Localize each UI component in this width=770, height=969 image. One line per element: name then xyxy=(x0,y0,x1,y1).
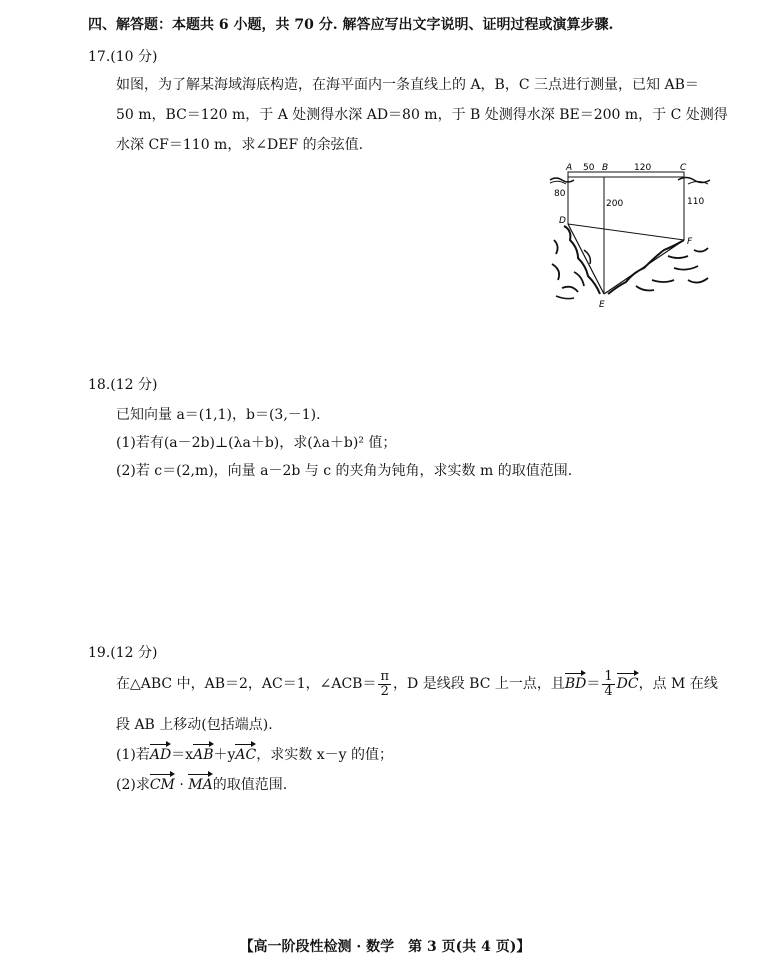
label-D: D xyxy=(559,216,566,226)
question-18-number: 18.(12 分) xyxy=(88,377,158,393)
label-cf: 110 xyxy=(687,197,705,207)
fraction-pi-over-2 xyxy=(378,670,391,698)
q19-p1-pre: (1)若 xyxy=(116,747,150,763)
vector-CM: CM xyxy=(150,774,175,793)
frac-denominator: 4 xyxy=(604,683,613,699)
vector-DC: DC xyxy=(617,673,639,692)
vector-AC: AC xyxy=(235,744,256,763)
vector-MA: MA xyxy=(188,774,212,793)
question-18-line-1: 已知向量 a＝(1,1)，b＝(3,－1). xyxy=(116,407,321,423)
q19-p2-pre: (2)求 xyxy=(116,777,150,793)
label-ad: 80 xyxy=(554,189,566,199)
q19-p2-dot: · xyxy=(174,777,189,793)
label-E: E xyxy=(599,300,605,310)
q19-p2-post: 的取值范围. xyxy=(212,777,288,793)
label-be: 200 xyxy=(606,199,624,209)
label-B: B xyxy=(602,163,609,173)
section-header: 四、解答题：本题共 6 小题，共 70 分. 解答应写出文字说明、证明过程或演算步骤. xyxy=(88,17,614,33)
question-17-line-1: 如图，为了解某海域海底构造，在海平面内一条直线上的 A，B，C 三点进行测量，已知 AB＝ xyxy=(116,77,699,93)
question-17-number: 17.(10 分) xyxy=(88,49,158,65)
question-17-line-2: 50 m，BC＝120 m，于 A 处测得水深 AD＝80 m，于 B 处测得水深 BE＝200 m，于 C 处测得 xyxy=(116,107,728,123)
question-18-line-3: (2)若 c＝(2,m)，向量 a－2b 与 c 的夹角为钝角，求实数 m 的取值范围. xyxy=(116,463,573,479)
frac-denominator: 2 xyxy=(380,683,389,699)
question-18-line-2: (1)若有(a－2b)⊥(λa＋b)，求(λa＋b)² 值； xyxy=(116,435,397,451)
vector-AD: AD xyxy=(150,744,171,763)
sea-floor-figure xyxy=(548,160,713,310)
question-19-part-2 xyxy=(116,774,287,794)
q19-p1-mid1: ＝x xyxy=(171,747,194,763)
q19-line1-pre: 在△ABC 中，AB＝2，AC＝1，∠ACB＝ xyxy=(116,676,377,693)
question-19-line-1 xyxy=(116,670,718,698)
q19-p1-mid2: ＋y xyxy=(213,747,236,763)
q19-line1-eq: ＝ xyxy=(586,676,601,693)
question-17-line-3: 水深 CF＝110 m，求∠DEF 的余弦值. xyxy=(116,137,364,153)
frac-numerator: π xyxy=(380,669,390,684)
question-19-part-1 xyxy=(116,744,393,764)
frac-numerator: 1 xyxy=(604,669,613,684)
q19-p1-post: ，求实数 x－y 的值； xyxy=(256,747,393,763)
vector-AB: AB xyxy=(193,744,213,763)
label-bc: 120 xyxy=(634,163,652,173)
fraction-one-quarter xyxy=(602,670,614,698)
vector-BD: BD xyxy=(565,673,587,692)
question-19-number: 19.(12 分) xyxy=(88,645,158,661)
label-F: F xyxy=(687,237,693,247)
label-C: C xyxy=(680,163,687,173)
q19-line1-post: ，点 M 在线 xyxy=(638,676,718,693)
page-footer: 【高一阶段性检测 · 数学 第 3 页(共 4 页)】 xyxy=(239,939,531,955)
label-ab: 50 xyxy=(583,163,595,173)
label-A: A xyxy=(566,163,573,173)
q19-line1-mid: ，D 是线段 BC 上一点，且 xyxy=(393,676,565,693)
question-19-line-2: 段 AB 上移动(包括端点). xyxy=(116,717,273,733)
